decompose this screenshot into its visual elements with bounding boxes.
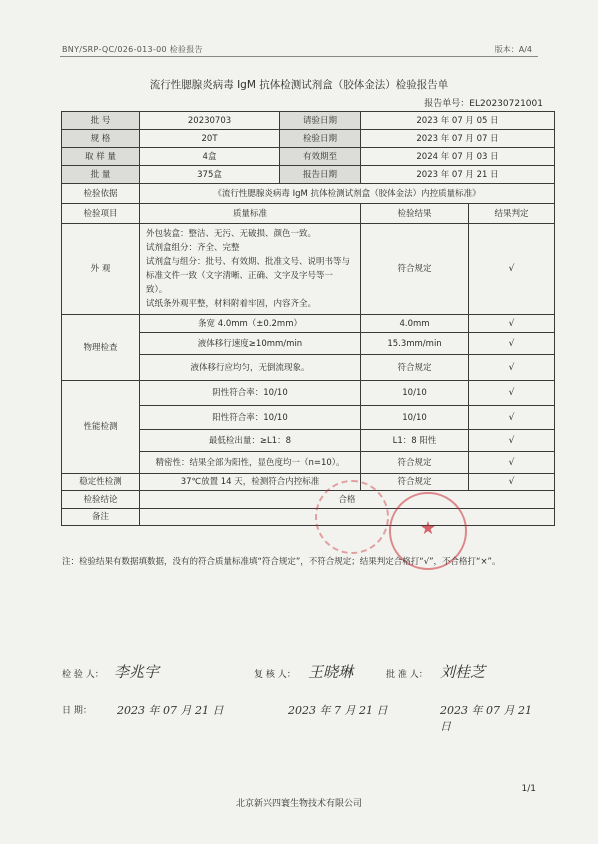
batch-label: 批 号	[62, 112, 140, 130]
physical-result: 符合规定	[361, 355, 469, 381]
inspector-label: 检 验 人：	[62, 670, 104, 680]
appearance-standard	[140, 224, 361, 315]
appearance-line: 标准文件一致（文字清晰、正确、文字及字号等一致）。	[146, 271, 334, 295]
col-result: 检验结果	[361, 204, 469, 224]
performance-judge: √	[469, 381, 555, 406]
company-seal: ★	[389, 492, 467, 570]
exp-label: 有效期至	[280, 148, 361, 166]
appearance-result: 符合规定	[361, 224, 469, 315]
approver-signature: 刘桂芝	[440, 663, 486, 681]
qty-label: 取 样 量	[62, 148, 140, 166]
date-label: 日 期：	[62, 706, 92, 716]
stability-label: 稳定性检测	[62, 474, 140, 491]
size-value: 375盒	[140, 166, 280, 184]
doc-version: 版本：A/4	[494, 45, 532, 54]
basis-value: 《流行性腮腺炎病毒 IgM 抗体检测试剂盒（胶体金法）内控质量标准》	[140, 184, 555, 204]
test-date-value: 2023 年 07 月 07 日	[361, 130, 555, 148]
exp-value: 2024 年 07 月 03 日	[361, 148, 555, 166]
physical-std: 液体移行应均匀，无倒流现象。	[140, 355, 361, 381]
col-item: 检验项目	[62, 204, 140, 224]
inspection-table	[61, 111, 555, 526]
performance-std: 最低检出量：≥L1：8	[140, 430, 361, 452]
performance-result: L1：8 阳性	[361, 430, 469, 452]
col-standard: 质量标准	[140, 204, 361, 224]
inspector-signature: 李兆宇	[114, 663, 160, 681]
report-title: 流行性腮腺炎病毒 IgM 抗体检测试剂盒（胶体金法）检验报告单	[149, 79, 449, 91]
batch-value: 20230703	[140, 112, 280, 130]
page-number: 1/1	[521, 784, 536, 794]
approver-label: 批 准 人：	[386, 670, 428, 680]
basis-label: 检验依据	[62, 184, 140, 204]
stability-std: 37℃放置 14 天，检测符合内控标准	[140, 474, 361, 491]
spec-label: 规 格	[62, 130, 140, 148]
performance-std: 精密性：结果全部为阳性，显色度均一（n=10）。	[140, 452, 361, 474]
appearance-judge: √	[469, 224, 555, 315]
qty-value: 4盒	[140, 148, 280, 166]
conclusion-value: 合格	[140, 491, 555, 509]
performance-label: 性能检测	[62, 381, 140, 474]
appearance-line: 外包装盒：整洁、无污、无破损、颜色一致。	[146, 229, 317, 239]
approver-date: 2023 年 07 月 21 日	[440, 704, 532, 733]
performance-result: 符合规定	[361, 452, 469, 474]
physical-judge: √	[469, 315, 555, 333]
physical-judge: √	[469, 333, 555, 355]
note-text: 注：检验结果有数据填数据，没有的符合质量标准填“符合规定”，不符合规定；结果判定合格打“√”，不合格打“×”。	[62, 557, 501, 567]
performance-std: 阴性符合率：10/10	[140, 381, 361, 406]
header-divider	[60, 56, 538, 57]
physical-label: 物理检查	[62, 315, 140, 381]
performance-judge: √	[469, 452, 555, 474]
conclusion-label: 检验结论	[62, 491, 140, 509]
appearance-label: 外 观	[62, 224, 140, 315]
stability-result: 符合规定	[361, 474, 469, 491]
appearance-line: 试纸条外观平整，材料附着牢固，内容齐全。	[146, 299, 317, 309]
report-date-value: 2023 年 07 月 21 日	[361, 166, 555, 184]
reviewer-date: 2023 年 7 月 21 日	[288, 704, 388, 717]
physical-std: 条宽 4.0mm（±0.2mm）	[140, 315, 361, 333]
performance-result: 10/10	[361, 406, 469, 430]
physical-judge: √	[469, 355, 555, 381]
physical-result: 15.3mm/min	[361, 333, 469, 355]
appearance-line: 试剂盒与组分：批号、有效期、批准文号、说明书等与	[146, 257, 351, 267]
report-number: 报告单号：EL20230721001	[424, 99, 543, 109]
company-name: 北京新兴四寰生物技术有限公司	[235, 799, 362, 809]
report-date-label: 报告日期	[280, 166, 361, 184]
doc-code: BNY/SRP-QC/026-013-00 检验报告	[62, 45, 203, 54]
qc-stamp	[315, 480, 389, 554]
size-label: 批 量	[62, 166, 140, 184]
appearance-line: 试剂盒组分：齐全、完整	[146, 243, 240, 253]
performance-std: 阳性符合率：10/10	[140, 406, 361, 430]
physical-std: 液体移行速度≥10mm/min	[140, 333, 361, 355]
spec-value: 20T	[140, 130, 280, 148]
performance-judge: √	[469, 406, 555, 430]
reviewer-label: 复 核 人：	[254, 670, 296, 680]
inspector-date: 2023 年 07 月 21 日	[117, 704, 224, 717]
reviewer-signature: 王晓琳	[308, 663, 354, 681]
physical-result: 4.0mm	[361, 315, 469, 333]
col-judge: 结果判定	[469, 204, 555, 224]
performance-result: 10/10	[361, 381, 469, 406]
remark-label: 备注	[62, 509, 140, 526]
performance-judge: √	[469, 430, 555, 452]
req-date-label: 请验日期	[280, 112, 361, 130]
req-date-value: 2023 年 07 月 05 日	[361, 112, 555, 130]
test-date-label: 检验日期	[280, 130, 361, 148]
stability-judge: √	[469, 474, 555, 491]
